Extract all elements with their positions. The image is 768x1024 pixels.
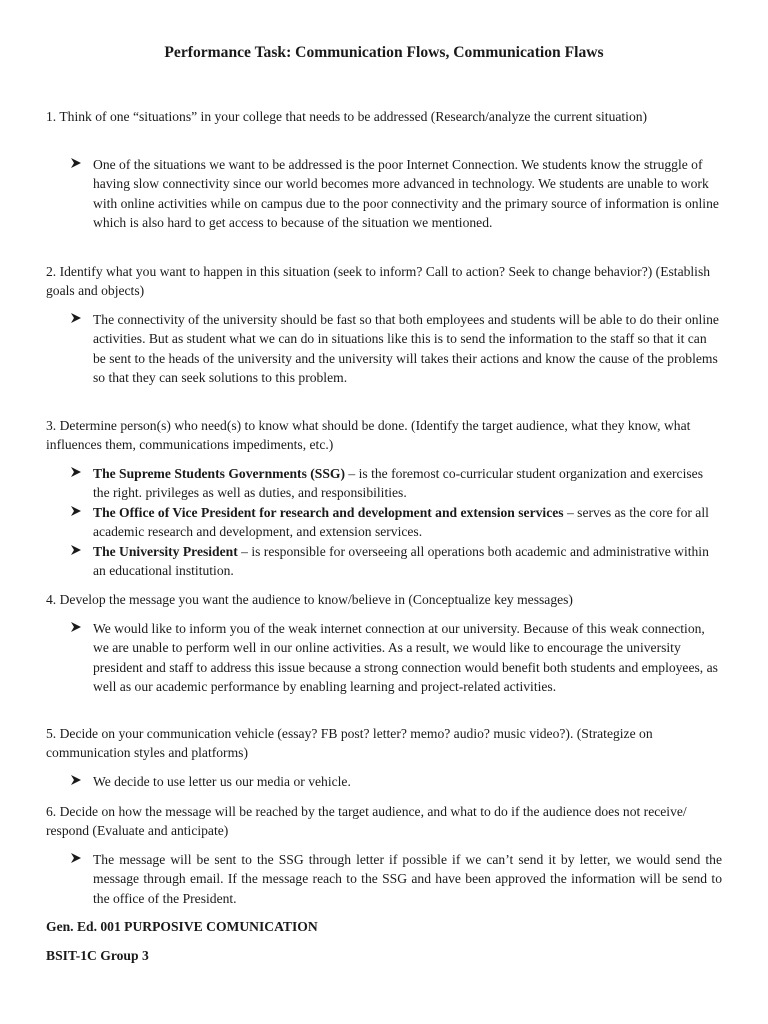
audience-description: – is responsible for overseeing all operations both academic and administrative within an educational institution.	[93, 544, 709, 579]
audience-description: – is the foremost co-curricular student organization and exercises the right. privileges as well as duties, and responsibilities.	[93, 466, 703, 501]
arrowhead-bullet-icon	[70, 310, 88, 329]
group-label: BSIT-1C Group 3	[46, 948, 149, 963]
arrowhead-bullet-icon	[70, 503, 88, 522]
answer-4-text: We would like to inform you of the weak internet connection at our university. Because of this weak connection, we are unable to perform well in our online activities. As a result, we would like to encourage the university president and staff to address this issue because a strong connection would benefit both students and employees, as well as our academic performance by enabling learning and project-related activities.	[93, 621, 718, 695]
answer-6	[70, 850, 722, 908]
question-5: 5. Decide on your communication vehicle (essay? FB post? letter? memo? audio? music video?). (Strategize on communication styles and platforms)	[46, 726, 653, 761]
audience-item	[70, 464, 722, 503]
arrowhead-bullet-icon	[70, 155, 88, 174]
answer-6-text: The message will be sent to the SSG through letter if possible if we can’t send it by letter, we would send the message through email. If the message reach to the SSG and have been approved the information will be send to the office of the President.	[93, 852, 722, 906]
arrowhead-bullet-icon	[70, 619, 88, 638]
answer-2	[70, 310, 722, 388]
question-3: 3. Determine person(s) who need(s) to know what should be done. (Identify the target audience, what they know, what influences them, communications impediments, etc.)	[46, 418, 691, 453]
arrowhead-bullet-icon	[70, 464, 88, 483]
arrowhead-bullet-icon	[70, 772, 88, 791]
answer-2-text: The connectivity of the university should be fast so that both employees and students will be able to do their online activities. But as student what we can do in situations like this is to send the information to the staff so that it can be sent to the heads of the university and the university will takes their actions and know the cause of the problems so that they can seek solutions to this problem.	[93, 312, 719, 386]
audience-name: The Office of Vice President for research and development and extension services	[93, 505, 564, 520]
arrowhead-bullet-icon	[70, 542, 88, 561]
audience-name: The University President	[93, 544, 238, 559]
question-6: 6. Decide on how the message will be reached by the target audience, and what to do if the audience does not receive/ respond (Evaluate and anticipate)	[46, 804, 687, 839]
course-label: Gen. Ed. 001 PURPOSIVE COMUNICATION	[46, 919, 318, 934]
audience-item	[70, 542, 722, 581]
question-2: 2. Identify what you want to happen in this situation (seek to inform? Call to action? Seek to change behavior?) (Establish goals and objects)	[46, 264, 711, 299]
audience-name: The Supreme Students Governments (SSG)	[93, 466, 346, 481]
audience-description: – serves as the core for all academic research and development, and extension services.	[93, 505, 709, 540]
answer-1-text: One of the situations we want to be addressed is the poor Internet Connection. We students know the struggle of having slow connectivity since our world becomes more advanced in technology. We students are unable to work with online activities while on campus due to the poor connectivity and the primary source of information is online which is also hard to get access to because of the situation we mentioned.	[93, 157, 719, 231]
answer-5-text: We decide to use letter us our media or vehicle.	[93, 774, 351, 789]
document-title: Performance Task: Communication Flows, Communication Flaws	[164, 44, 604, 61]
answer-1	[70, 155, 722, 233]
question-1: 1. Think of one “situations” in your college that needs to be addressed (Research/analyze the current situation)	[46, 109, 648, 124]
audience-item	[70, 503, 722, 542]
answer-4	[70, 619, 722, 697]
arrowhead-bullet-icon	[70, 850, 88, 869]
answer-5	[70, 772, 722, 791]
question-4: 4. Develop the message you want the audience to know/believe in (Conceptualize key messages)	[46, 592, 573, 607]
